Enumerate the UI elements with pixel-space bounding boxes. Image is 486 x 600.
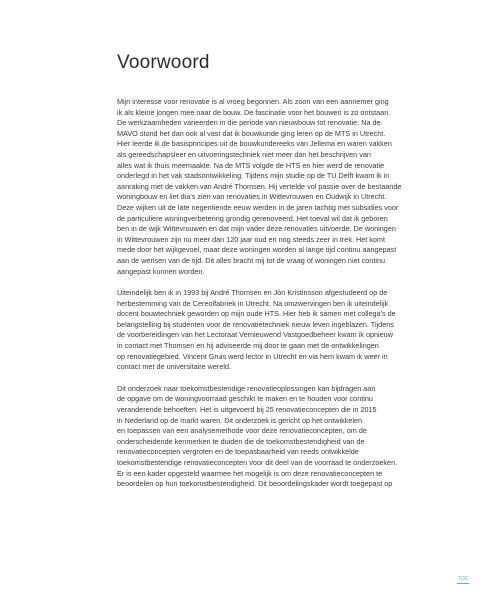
- text-line: herbestemming van de Cereolfabriek in Utrecht. Na omzwervingen ben ik uiteindelijk: [117, 298, 389, 308]
- text-line: de voorbereidingen van het Lectoraat Vernieuwend Vastgoedbeheer kwam ik opnieuw: [117, 330, 393, 340]
- text-line: de particuliere woningverbetering grondig gerenoveerd. Het toeval wil dat ik geboren: [117, 213, 388, 223]
- text-line: woningbouw en liet dia's zien van renovaties in Wittevrouwen en Oudwijk in Utrecht.: [117, 192, 387, 202]
- text-line: contact met de universitaire wereld.: [117, 362, 232, 372]
- text-line: en toepassen van een analysemethode voor deze renovatieconcepten, om de: [117, 426, 367, 436]
- body-text: [117, 97, 417, 501]
- text-line: aanraking met de vakken van André Thomsen. Hij vertelde vol passie over de bestaande: [117, 181, 402, 191]
- text-line: aan de wensen van de tijd. Dit alles bracht mij tot de vraag of woningen niet continu: [117, 255, 386, 265]
- text-line: Er is een kader opgesteld waarmee het mogelijk is om deze renovatieconcepten te: [117, 468, 383, 478]
- text-line: onderscheidende kenmerken te duiden die de toekomstbestendigheid van de: [117, 436, 365, 446]
- text-line: Mijn interesse voor renovatie is al vroeg begonnen. Als zoon van een aannemer ging: [117, 97, 389, 106]
- text-line: in Nederland op de markt waren. Dit onderzoek is gericht op het ontwikkelen: [117, 415, 363, 425]
- text-line: Hier leerde ik de basisprincipes uit de bouwkundereeks van Jellema en waren vakken: [117, 139, 392, 149]
- text-line: ben in de wijk Wittevrouwen en dat mijn vader deze renovaties uitvoerde. De woningen: [117, 224, 396, 234]
- text-line: op renovatiegebied. Vincent Gruis werd lector in Utrecht en via hem kwam ik weer in: [117, 351, 388, 361]
- toc-link[interactable]: [456, 576, 470, 584]
- text-line: ik als kleine jongen mee naar de bouw. De fascinatie voor het bouwen is zo ontstaan.: [117, 107, 391, 117]
- toc-label: TOC: [457, 576, 469, 582]
- text-line: MAVO stond het dan ook al vast dat ik bouwkunde ging leren op de MTS in Utrecht.: [117, 128, 386, 138]
- text-line: veranderende behoeften. Het is uitgevoerd bij 25 renovatieconcepten die in 2015: [117, 405, 377, 415]
- text-line: De werkzaamheden varieerden in die periode van nieuwbouw tot renovatie. Na de: [117, 118, 381, 128]
- page-title: Voorwoord: [117, 52, 210, 73]
- text-line: docent bouwtechniek geworden op mijn oude HTS. Hier heb ik samen met collega's de: [117, 309, 396, 319]
- text-line: Dit onderzoek naar toekomstbestendige renovatieoplossingen kan bijdragen aan: [117, 383, 376, 393]
- text-line: renovatieconcepten vergroten en de toepasbaarheid van reeds ontwikkelde: [117, 447, 359, 457]
- paragraph-1: [117, 97, 417, 277]
- toc-underline: [457, 583, 469, 584]
- text-line: in contact met Thomsen en hij adviseerde mij door te gaan met de ontwikkelingen: [117, 341, 379, 351]
- text-line: onderlegd in het vak stadsontwikkeling. Tijdens mijn studie op de TU Delft kwam ik in: [117, 171, 390, 181]
- text-line: in Wittevrouwen zijn nu meer dan 120 jaar oud en nog steeds zeer in trek. Het komt: [117, 234, 385, 244]
- paragraph-3: [117, 384, 417, 490]
- text-line: de opgave om de woningvoorraad geschikt te maken en te houden voor continu: [117, 394, 373, 404]
- text-line: als gereedschapsleer en uitvoeringstechniek niet meer dan het beschrijven van: [117, 149, 371, 159]
- text-line: Uiteindelijk ben ik in 1993 bij André Thomsen en Jón Kristinsson afgestudeerd op de: [117, 288, 388, 298]
- text-line: Deze wijken uit de late negentiende eeuw werden in de jaren tachtig met subsidies voor: [117, 202, 399, 212]
- text-line: belangstelling bij studenten voor de renovatietechniek nieuw leven ingeblazen. Tijdens: [117, 319, 394, 329]
- paragraph-2: [117, 288, 417, 373]
- text-line: toekomstbestendige renovatieconcepten voor dit deel van de voorraad te onderzoeken.: [117, 458, 398, 467]
- text-line: alles wat ik thuis meemaakte. Na de MTS volgde de HTS en hier werd de renovatie: [117, 160, 385, 170]
- text-line: aangepast kunnen worden.: [117, 266, 205, 276]
- text-line: mede door het wijkgevoel, maar deze woningen worden al lange tijd continu aangepast: [117, 245, 397, 255]
- text-line: beoordelen op hun toekomstbestendigheid. Dit beoordelingskader wordt toegepast op: [117, 479, 393, 489]
